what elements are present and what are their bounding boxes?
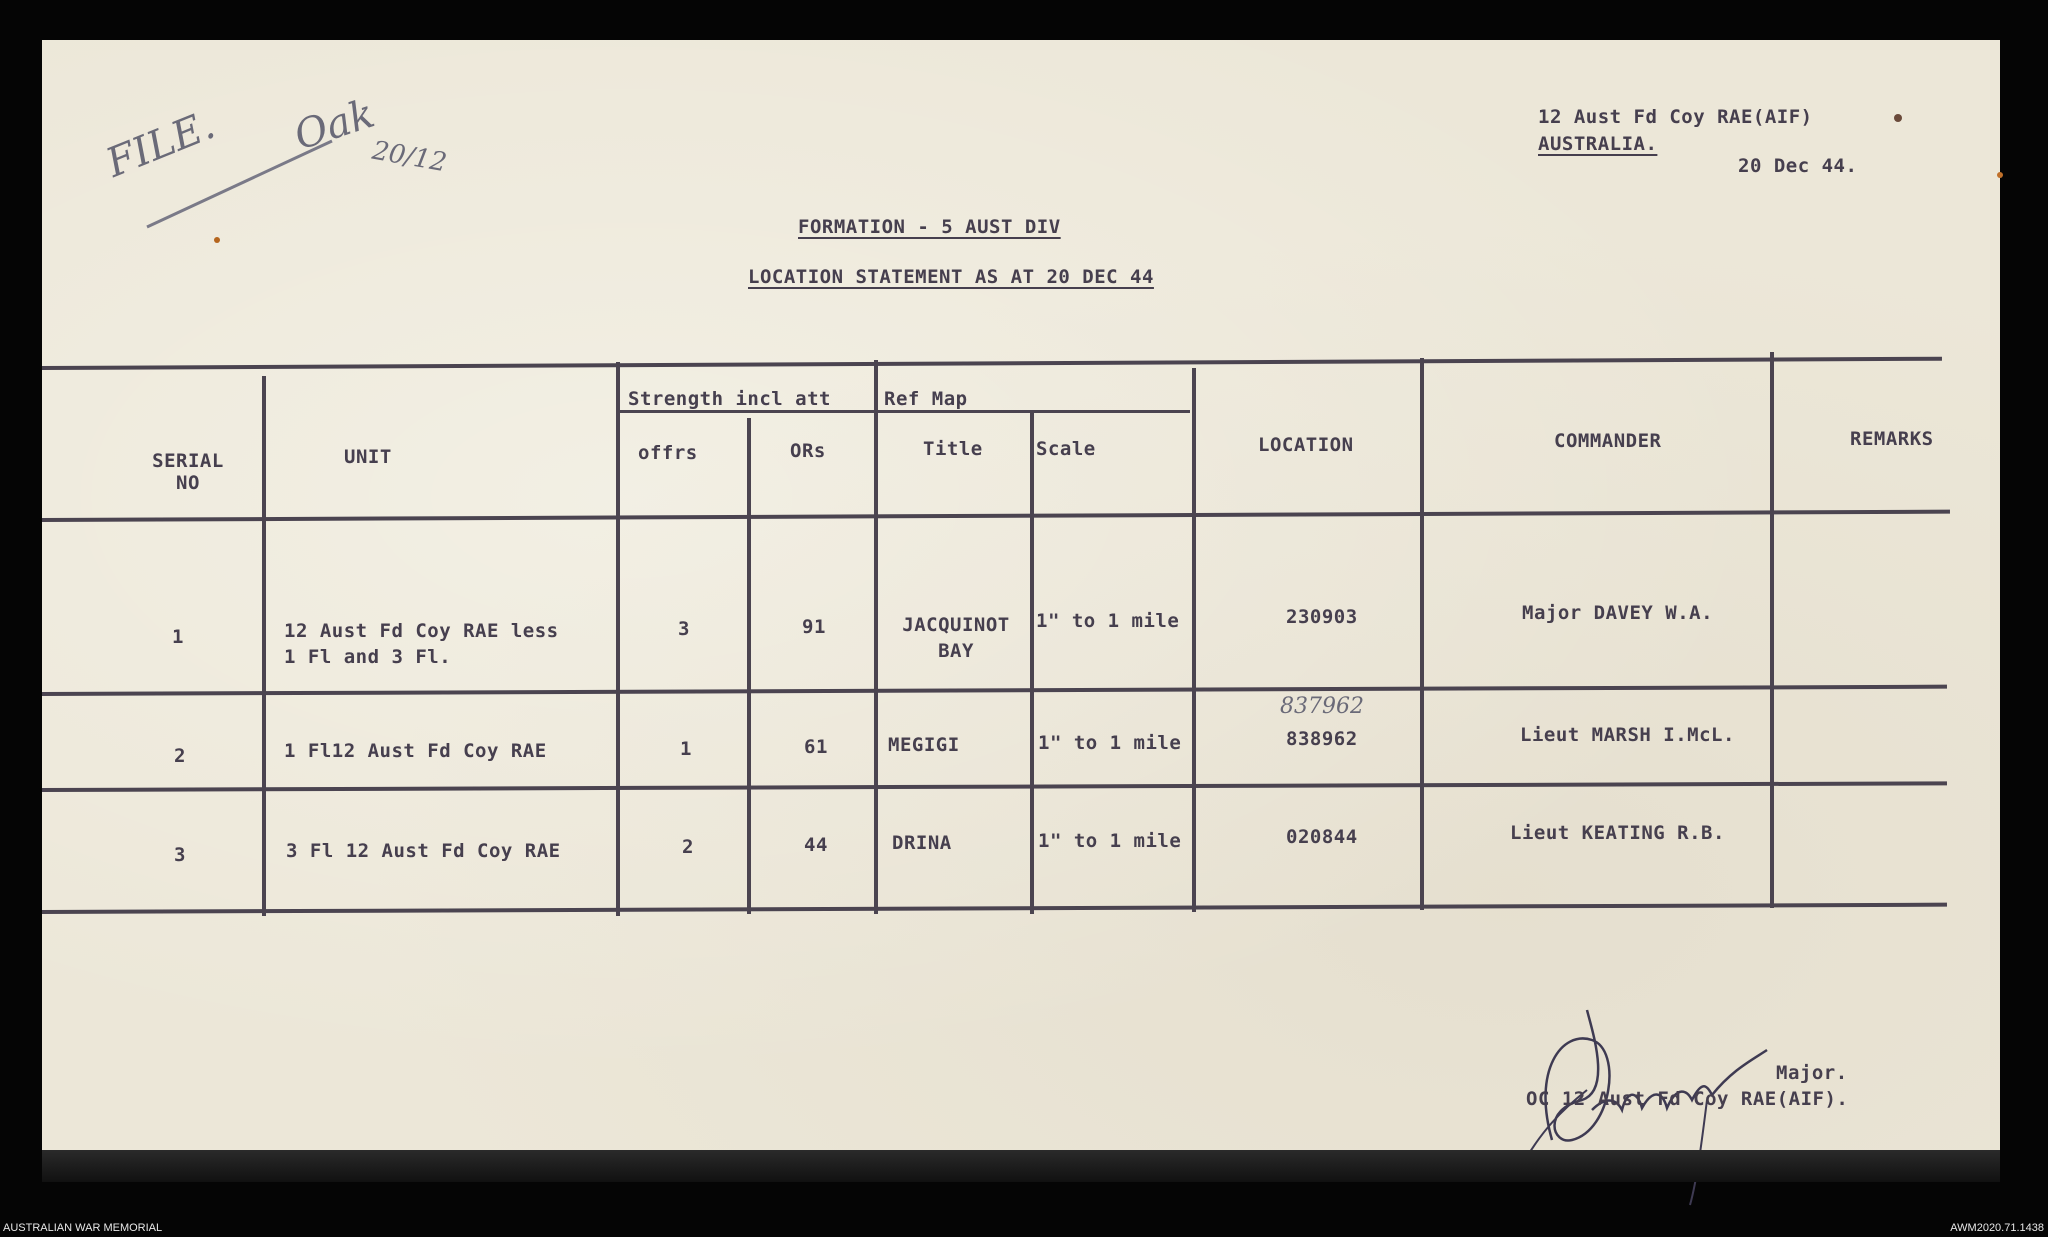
footer-credit: AUSTRALIAN WAR MEMORIAL	[3, 1222, 163, 1234]
row3-location: 020844	[1286, 826, 1358, 848]
row3-offrs: 2	[682, 836, 694, 858]
row2-offrs: 1	[680, 738, 692, 760]
signature-rank: Major.	[1776, 1062, 1848, 1084]
footer-catalogue-id: AWM2020.71.1438	[1950, 1222, 2044, 1234]
row2-bottom-rule	[42, 781, 1947, 792]
row1-unit: 12 Aust Fd Coy RAE less 1 Fl and 3 Fl.	[284, 620, 559, 668]
col-rule	[262, 376, 266, 916]
page-shadow	[42, 1150, 2000, 1182]
row1-location: 230903	[1286, 606, 1358, 628]
row2-title: MEGIGI	[888, 734, 960, 756]
header-commander: COMMANDER	[1554, 430, 1662, 452]
header-bottom-rule	[42, 510, 1950, 522]
header-location: LOCATION	[1258, 434, 1354, 456]
row1-offrs: 3	[678, 618, 690, 640]
col-rule	[747, 418, 751, 914]
header-scale: Scale	[1036, 438, 1096, 460]
row3-title: DRINA	[892, 832, 952, 854]
header-offrs: offrs	[638, 442, 698, 464]
row1-ors: 91	[802, 616, 826, 638]
row1-scale: 1" to 1 mile	[1036, 610, 1180, 632]
row2-commander: Lieut MARSH I.McL.	[1520, 724, 1735, 746]
row2-serial: 2	[174, 745, 186, 767]
sub-header-rule	[616, 410, 1190, 413]
header-remarks: REMARKS	[1850, 428, 1934, 450]
col-rule	[616, 362, 620, 916]
location-correction-note: 837962	[1280, 694, 1364, 719]
statement-title: LOCATION STATEMENT AS AT 20 DEC 44	[748, 266, 1154, 288]
row3-unit: 3 Fl 12 Aust Fd Coy RAE	[286, 840, 561, 862]
row3-commander: Lieut KEATING R.B.	[1510, 822, 1725, 844]
col-rule	[874, 360, 878, 914]
row1-serial: 1	[172, 626, 184, 648]
col-rule	[1770, 352, 1774, 908]
file-note: FILE.	[100, 102, 222, 187]
row3-serial: 3	[174, 844, 186, 866]
col-rule	[1192, 368, 1196, 912]
row2-unit: 1 Fl12 Aust Fd Coy RAE	[284, 740, 547, 762]
row3-scale: 1" to 1 mile	[1038, 830, 1182, 852]
date-note: 20/12	[369, 135, 449, 179]
header-strength: Strength incl att	[628, 388, 831, 410]
document-page	[42, 40, 2000, 1182]
row1-title: JACQUINOT BAY	[902, 614, 1010, 662]
row1-commander: Major DAVEY W.A.	[1522, 602, 1714, 624]
table-top-rule	[42, 357, 1942, 370]
row2-scale: 1" to 1 mile	[1038, 732, 1182, 754]
row3-ors: 44	[804, 834, 828, 856]
header-place: AUSTRALIA.	[1538, 133, 1658, 155]
header-ors: ORs	[790, 440, 826, 462]
header-unit-col: UNIT	[344, 446, 392, 468]
header-ref-map: Ref Map	[884, 388, 968, 410]
header-unit: 12 Aust Fd Coy RAE(AIF)	[1538, 106, 1813, 128]
row2-location: 838962	[1286, 728, 1358, 750]
col-rule	[1030, 410, 1034, 914]
signature-appointment: OC 12 Aust Fd Coy RAE(AIF).	[1526, 1088, 1849, 1110]
header-title: Title	[923, 438, 983, 460]
header-date: 20 Dec 44.	[1738, 155, 1858, 177]
formation-title: FORMATION - 5 AUST DIV	[798, 216, 1061, 238]
initials-note: Oak	[288, 90, 381, 160]
header-serial: SERIAL NO	[152, 450, 224, 494]
row2-ors: 61	[804, 736, 828, 758]
table-bottom-rule	[42, 903, 1947, 914]
col-rule	[1420, 358, 1424, 910]
row1-bottom-rule	[42, 685, 1947, 696]
